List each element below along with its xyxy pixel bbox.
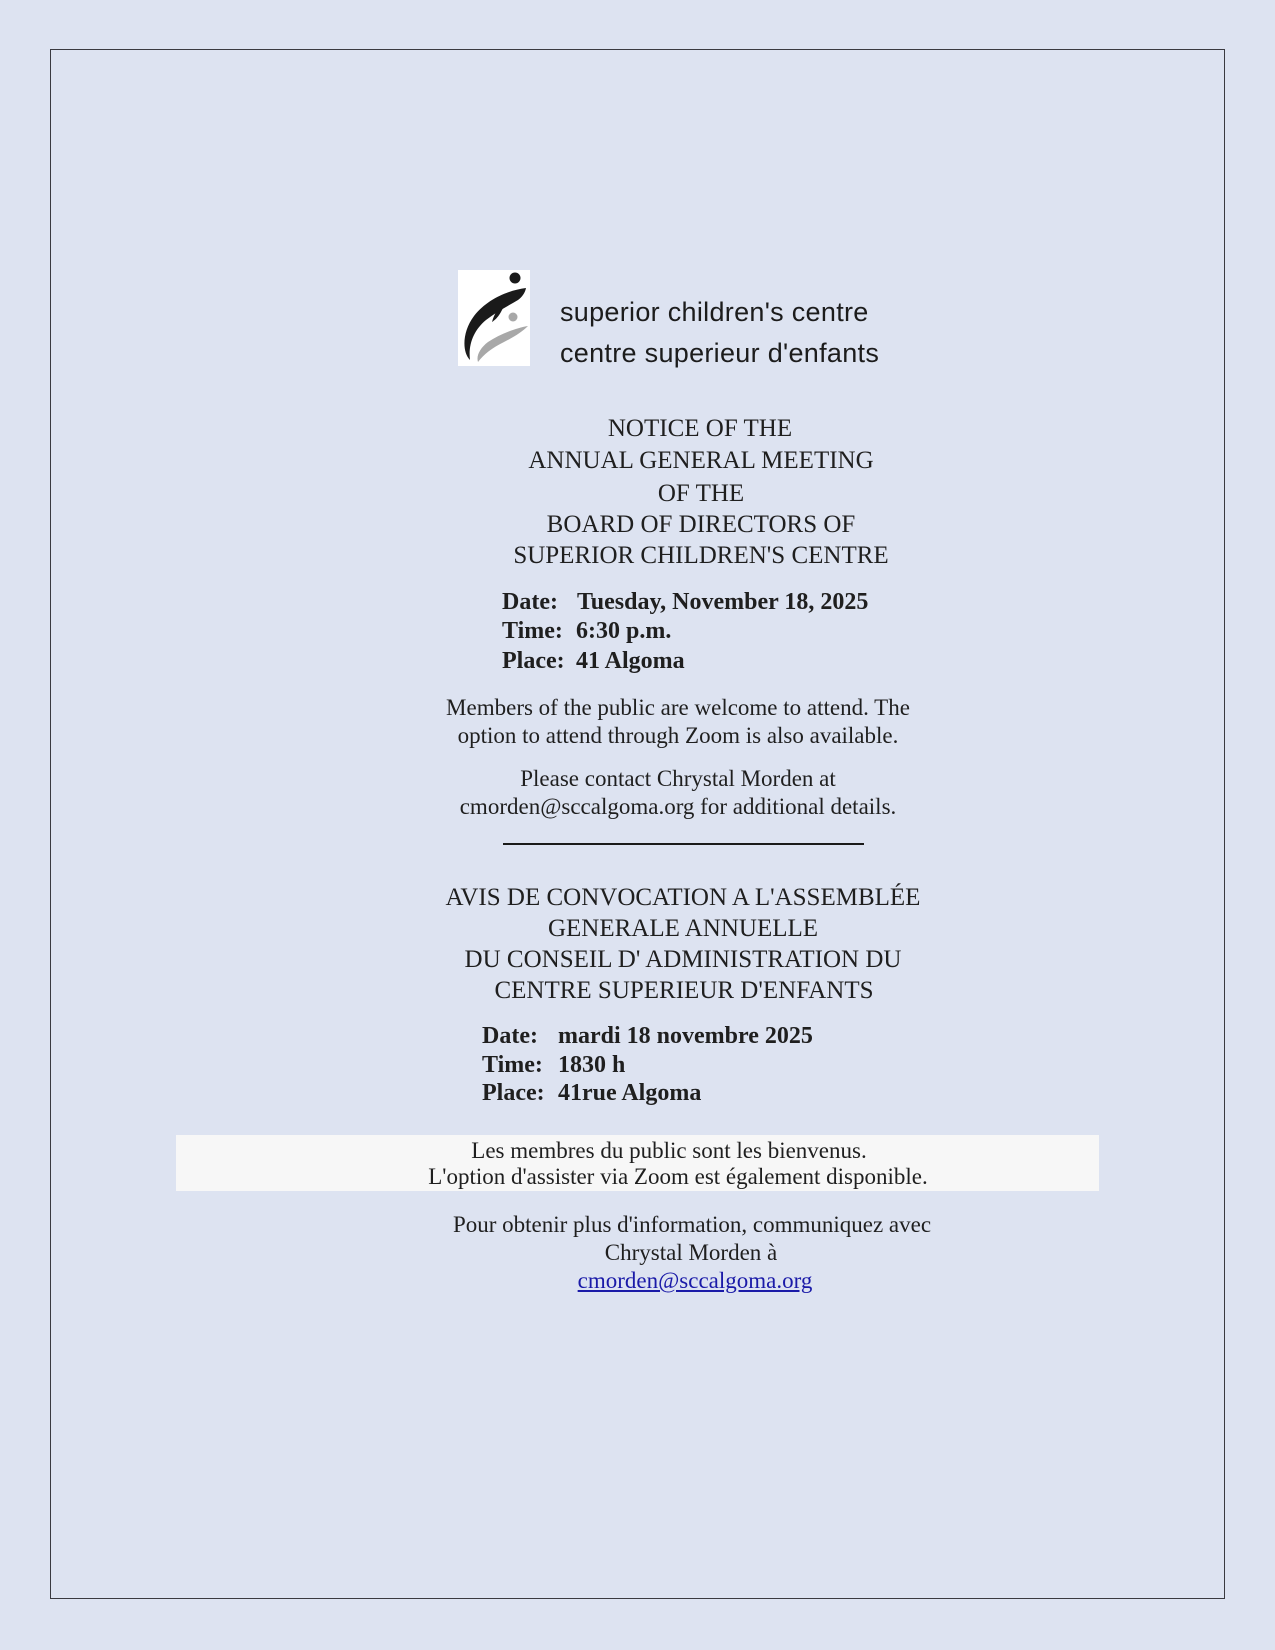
place-label: Place: xyxy=(502,648,565,674)
section-divider xyxy=(503,843,864,845)
contact-line-1: Please contact Chrystal Morden at xyxy=(520,766,836,791)
contact-email-link[interactable]: cmorden@sccalgoma.org xyxy=(577,1268,813,1293)
date-label-fr: Date: xyxy=(482,1023,538,1049)
contact-fr-line-2: Chrystal Morden à xyxy=(604,1240,778,1265)
notice-heading-line-2: ANNUAL GENERAL MEETING xyxy=(528,447,874,474)
public-notice-fr-line-1: Les membres du public sont les bienvenus. xyxy=(471,1138,867,1163)
date-label: Date: xyxy=(502,589,558,615)
avis-heading-line-4: CENTRE SUPERIEUR D'ENFANTS xyxy=(494,977,874,1004)
time-label: Time: xyxy=(502,618,563,644)
contact-fr-line-1: Pour obtenir plus d'information, communiquez avec xyxy=(452,1212,932,1237)
time-label-fr: Time: xyxy=(482,1052,543,1078)
public-notice-line-1: Members of the public are welcome to attend. The xyxy=(446,695,910,720)
date-value-fr: mardi 18 novembre 2025 xyxy=(558,1023,813,1049)
place-value: 41 Algoma xyxy=(576,648,685,674)
org-name-french: centre superieur d'enfants xyxy=(560,338,880,368)
public-notice-line-2: option to attend through Zoom is also available. xyxy=(457,723,899,748)
notice-heading-line-1: NOTICE OF THE xyxy=(607,415,793,442)
logo-figure-icon xyxy=(458,270,530,366)
place-label-fr: Place: xyxy=(482,1080,545,1106)
notice-heading-line-3: OF THE xyxy=(657,480,745,507)
avis-heading-line-2: GENERALE ANNUELLE xyxy=(547,915,819,942)
notice-heading-line-4: BOARD OF DIRECTORS OF xyxy=(546,511,856,538)
time-value: 6:30 p.m. xyxy=(576,618,672,644)
organization-logo xyxy=(458,270,530,366)
org-name-english: superior children's centre xyxy=(560,297,869,327)
date-value: Tuesday, November 18, 2025 xyxy=(577,589,869,615)
avis-heading-line-3: DU CONSEIL D' ADMINISTRATION DU xyxy=(464,946,902,973)
avis-heading-line-1: AVIS DE CONVOCATION A L'ASSEMBLÉE xyxy=(445,884,921,911)
time-value-fr: 1830 h xyxy=(558,1052,626,1078)
public-notice-fr-line-2: L'option d'assister via Zoom est également disponible. xyxy=(428,1164,928,1189)
contact-line-2: cmorden@sccalgoma.org for additional details. xyxy=(459,794,897,819)
notice-heading-line-5: SUPERIOR CHILDREN'S CENTRE xyxy=(513,542,889,569)
place-value-fr: 41rue Algoma xyxy=(558,1080,702,1106)
page-border xyxy=(50,49,1225,1599)
